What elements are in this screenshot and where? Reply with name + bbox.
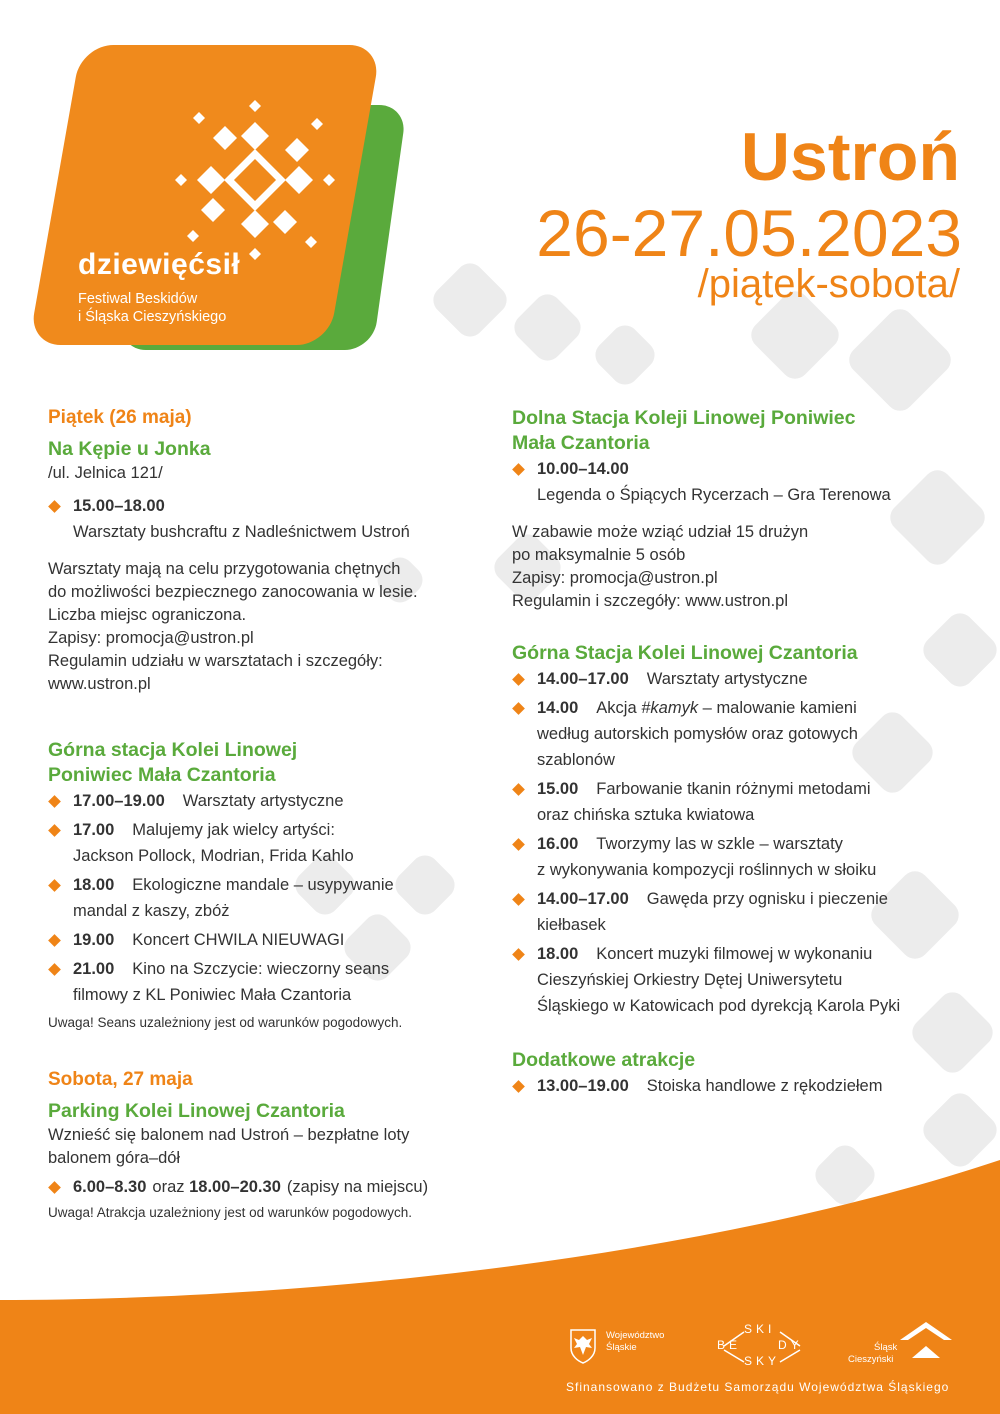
item-time: 16.00 — [537, 835, 579, 853]
item-text: – malowanie kamieni — [698, 699, 857, 717]
diamond-bullet-icon — [512, 783, 525, 796]
item-text: Malujemy jak wielcy artyści: — [132, 821, 335, 839]
item-text: Ekologiczne mandale – usypywanie — [132, 876, 394, 894]
schedule-item — [512, 1073, 972, 1099]
diamond-bullet-icon — [48, 879, 61, 892]
item-text: Legenda o Śpiących Rycerzach – Gra Terenowa — [537, 486, 891, 504]
sponsor-slask-cieszynski — [848, 1318, 958, 1368]
festival-logo — [45, 45, 395, 350]
info-line: Liczba miejsc ograniczona. — [48, 606, 247, 624]
item-time: 13.00–19.00 — [537, 1077, 629, 1095]
item-text: Warsztaty artystyczne — [182, 792, 344, 810]
item-time: 17.00–19.00 — [73, 792, 165, 810]
item-text: Kino na Szczycie: wieczorny seans — [132, 960, 390, 978]
diamond-bullet-icon — [512, 1080, 525, 1093]
item-text: Koncert muzyki filmowej w wykonaniu — [596, 945, 873, 963]
location-heading: Dolna Stacja Koleji Linowej Poniwiec — [512, 407, 856, 429]
logo-subtitle-2: i Śląska Cieszyńskiego — [78, 309, 227, 325]
schedule-item — [512, 941, 972, 1019]
schedule-item — [48, 817, 508, 869]
location-address: /ul. Jelnica 121/ — [48, 464, 163, 482]
diamond-bullet-icon — [48, 500, 61, 513]
item-text: według autorskich pomysłów oraz gotowych — [537, 725, 858, 743]
info-line: Zapisy: promocja@ustron.pl — [512, 569, 718, 587]
day-heading-friday: Piątek (26 maja) — [48, 407, 192, 428]
sponsor3-line2: Cieszyński — [848, 1354, 894, 1365]
info-line: Regulamin i szczegóły: www.ustron.pl — [512, 592, 789, 610]
item-time: 14.00–17.00 — [537, 670, 629, 688]
location-heading: Górna Stacja Kolei Linowej Czantoria — [512, 642, 858, 664]
schedule-item — [48, 956, 508, 1008]
logo-subtitle-1: Festiwal Beskidów — [78, 291, 198, 307]
item-text: oraz — [152, 1178, 185, 1196]
schedule-item — [48, 788, 508, 814]
event-city: Ustroń — [740, 119, 960, 195]
schedule-item — [48, 927, 508, 953]
location-heading: Dodatkowe atrakcje — [512, 1049, 696, 1071]
location-heading: Poniwiec Mała Czantoria — [48, 764, 276, 786]
weather-note: Uwaga! Seans uzależniony jest od warunków pogodowych. — [48, 1015, 403, 1030]
item-text: Śląskiego w Katowicach pod dyrekcją Karola Pyki — [537, 997, 901, 1015]
item-text: z wykonywania kompozycji roślinnych w słoiku — [537, 861, 877, 879]
diamond-bullet-icon — [512, 838, 525, 851]
schedule-item — [512, 456, 972, 508]
item-text: oraz chińska sztuka kwiatowa — [537, 806, 755, 824]
beskidy-diamond-icon — [720, 1326, 804, 1366]
item-time: 14.00–17.00 — [537, 890, 629, 908]
info-line: www.ustron.pl — [48, 675, 151, 693]
schedule-item — [512, 695, 972, 773]
diamond-bullet-icon — [48, 795, 61, 808]
mountain-icon — [898, 1318, 954, 1362]
sponsor-wojewodztwo — [568, 1328, 678, 1368]
diamond-bullet-icon — [48, 934, 61, 947]
diamond-bullet-icon — [512, 948, 525, 961]
diamond-bullet-icon — [512, 463, 525, 476]
beskidy-be: BE — [717, 1338, 742, 1352]
sponsor3-line1: Śląsk — [874, 1342, 898, 1353]
info-line: W zabawie może wziąć udział 15 drużyn — [512, 523, 809, 541]
logo-brand-text: dziewięćsił — [78, 248, 241, 281]
schedule-item — [512, 831, 972, 883]
item-text: (zapisy na miejscu) — [286, 1178, 429, 1196]
info-line: balonem góra–dół — [48, 1149, 181, 1167]
info-line: Zapisy: promocja@ustron.pl — [48, 629, 254, 647]
item-text: Warsztaty bushcraftu z Nadleśnictwem Ustroń — [73, 523, 410, 541]
event-days: /piątek-sobota/ — [697, 262, 960, 306]
item-time: 6.00–8.30 — [73, 1178, 147, 1196]
footer-orange-wave — [0, 1150, 1000, 1414]
info-line: Warsztaty mają na celu przygotowania chętnych — [48, 560, 401, 578]
schedule-item — [512, 666, 972, 692]
item-text: mandal z kaszy, zbóż — [73, 902, 230, 920]
item-time: 19.00 — [73, 931, 115, 949]
item-text: szablonów — [537, 751, 615, 769]
schedule-item — [512, 886, 972, 938]
info-line: Wznieść się balonem nad Ustroń – bezpłatne loty — [48, 1126, 410, 1144]
diamond-bullet-icon — [512, 702, 525, 715]
sponsor1-line2: Śląskie — [606, 1342, 637, 1353]
item-time: 18.00–20.30 — [189, 1178, 281, 1196]
info-line: Regulamin udziału w warsztatach i szczegóły: — [48, 652, 383, 670]
item-time: 18.00 — [73, 876, 115, 894]
sponsor1-line1: Województwo — [606, 1330, 665, 1341]
item-text: filmowy z KL Poniwiec Mała Czantoria — [73, 986, 352, 1004]
item-text: Jackson Pollock, Modrian, Frida Kahlo — [73, 847, 354, 865]
day-heading-saturday: Sobota, 27 maja — [48, 1069, 193, 1090]
item-text: Akcja — [596, 699, 642, 717]
diamond-bullet-icon — [512, 893, 525, 906]
eagle-coat-of-arms-icon — [568, 1328, 598, 1364]
item-text: Stoiska handlowe z rękodziełem — [646, 1077, 883, 1095]
diamond-bullet-icon — [512, 673, 525, 686]
item-text: Warsztaty artystyczne — [646, 670, 808, 688]
right-column — [512, 406, 972, 1102]
info-line: do możliwości bezpiecznego zanocowania w lesie. — [48, 583, 418, 601]
weather-note: Uwaga! Atrakcja uzależniony jest od warunków pogodowych. — [48, 1205, 412, 1220]
schedule-item — [512, 776, 972, 828]
beskidy-sky: SKY — [744, 1354, 781, 1368]
item-time: 15.00 — [537, 780, 579, 798]
item-time: 17.00 — [73, 821, 115, 839]
item-time: 10.00–14.00 — [537, 460, 629, 478]
location-heading: Górna stacja Kolei Linowej — [48, 739, 298, 761]
beskidy-ski: SKI — [744, 1322, 776, 1336]
item-time: 14.00 — [537, 699, 579, 717]
diamond-bullet-icon — [48, 963, 61, 976]
location-heading: Mała Czantoria — [512, 432, 650, 454]
schedule-item — [48, 872, 508, 924]
location-heading: Na Kępie u Jonka — [48, 438, 211, 460]
item-time: 21.00 — [73, 960, 115, 978]
item-time: 15.00–18.00 — [73, 497, 165, 515]
sponsor-beskidy — [712, 1322, 812, 1372]
item-text: kiełbasek — [537, 916, 606, 934]
item-text: Farbowanie tkanin różnymi metodami — [596, 780, 871, 798]
info-line: po maksymalnie 5 osób — [512, 546, 686, 564]
event-dates: 26-27.05.2023 — [536, 196, 962, 270]
item-text: Koncert CHWILA NIEUWAGI — [132, 931, 345, 949]
item-time: 18.00 — [537, 945, 579, 963]
funding-note: Sfinansowano z Budżetu Samorządu Województwa Śląskiego — [566, 1380, 950, 1394]
diamond-bullet-icon — [48, 824, 61, 837]
item-text: Gawęda przy ognisku i pieczenie — [646, 890, 888, 908]
beskidy-dy: DY — [778, 1338, 803, 1352]
item-text: Cieszyńskiej Orkiestry Dętej Uniwersytetu — [537, 971, 843, 989]
item-text: Tworzymy las w szkle – warsztaty — [596, 835, 843, 853]
item-hashtag: #kamyk — [641, 699, 699, 717]
schedule-item — [48, 493, 508, 545]
location-heading: Parking Kolei Linowej Czantoria — [48, 1100, 345, 1122]
left-column — [48, 406, 508, 1224]
